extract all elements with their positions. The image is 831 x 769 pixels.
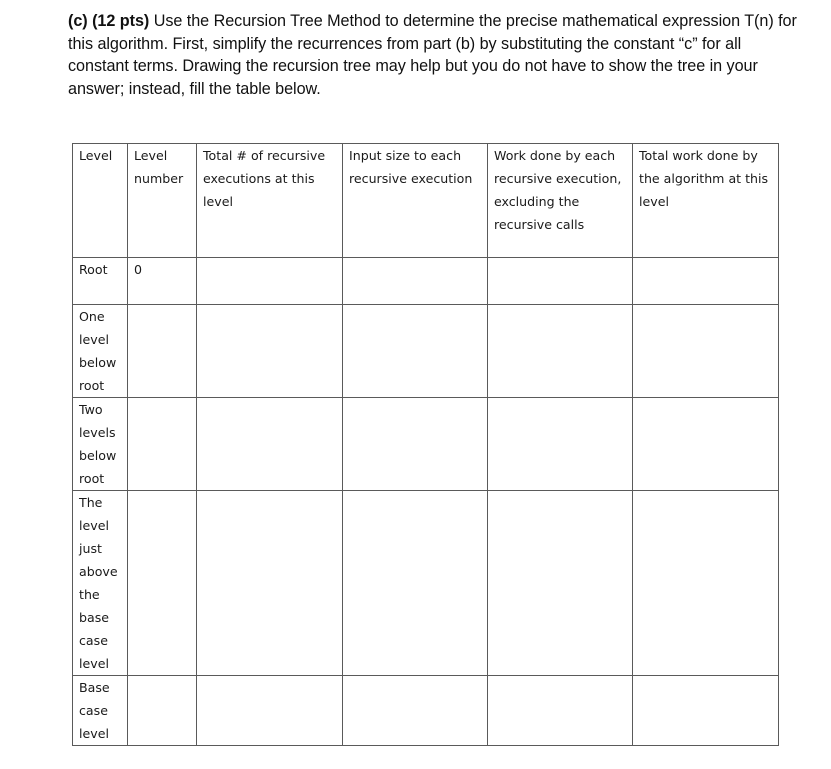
total-work-cell[interactable] — [633, 305, 779, 398]
header-level: Level — [73, 144, 128, 258]
input-size-cell[interactable] — [343, 305, 488, 398]
total-executions-cell[interactable] — [197, 258, 343, 305]
header-total-work: Total work done by the algorithm at this level — [633, 144, 779, 258]
level-number-cell[interactable] — [128, 491, 197, 676]
question-prompt — [68, 10, 798, 100]
total-work-cell[interactable] — [633, 491, 779, 676]
total-executions-cell[interactable] — [197, 491, 343, 676]
total-executions-cell[interactable] — [197, 305, 343, 398]
question-label: (c) (12 pts) — [68, 12, 150, 30]
work-per-execution-cell[interactable] — [488, 305, 633, 398]
table-row — [73, 398, 779, 491]
work-per-execution-cell[interactable] — [488, 491, 633, 676]
header-work-per-execution: Work done by each recursive execution, excluding the recursive calls — [488, 144, 633, 258]
input-size-cell[interactable] — [343, 676, 488, 746]
work-per-execution-cell[interactable] — [488, 398, 633, 491]
level-number-cell[interactable] — [128, 676, 197, 746]
table-row — [73, 676, 779, 746]
work-per-execution-cell[interactable] — [488, 676, 633, 746]
work-per-execution-cell[interactable] — [488, 258, 633, 305]
total-executions-cell[interactable] — [197, 676, 343, 746]
input-size-cell[interactable] — [343, 491, 488, 676]
total-executions-cell[interactable] — [197, 398, 343, 491]
header-total-executions: Total # of recursive executions at this level — [197, 144, 343, 258]
input-size-cell[interactable] — [343, 398, 488, 491]
table-row — [73, 305, 779, 398]
recursion-tree-table — [72, 143, 779, 746]
header-input-size: Input size to each recursive execution — [343, 144, 488, 258]
level-number-cell[interactable]: 0 — [128, 258, 197, 305]
row-level-label: The level just above the base case level — [73, 491, 128, 676]
level-number-cell[interactable] — [128, 305, 197, 398]
input-size-cell[interactable] — [343, 258, 488, 305]
total-work-cell[interactable] — [633, 258, 779, 305]
question-text: Use the Recursion Tree Method to determine the precise mathematical expression T(n) for this algorithm. First, simplify the recurrences from part (b) by substituting the constant “c” for all constant terms. Drawing the recursion tree may help but you do not have to show the tree in your answer; instead, fill the table below. — [68, 12, 797, 98]
table-row — [73, 258, 779, 305]
row-level-label: Two levels below root — [73, 398, 128, 491]
row-level-label: Base case level — [73, 676, 128, 746]
header-level-number: Level number — [128, 144, 197, 258]
table-header-row — [73, 144, 779, 258]
row-level-label: Root — [73, 258, 128, 305]
total-work-cell[interactable] — [633, 676, 779, 746]
row-level-label: One level below root — [73, 305, 128, 398]
table-row — [73, 491, 779, 676]
total-work-cell[interactable] — [633, 398, 779, 491]
level-number-cell[interactable] — [128, 398, 197, 491]
